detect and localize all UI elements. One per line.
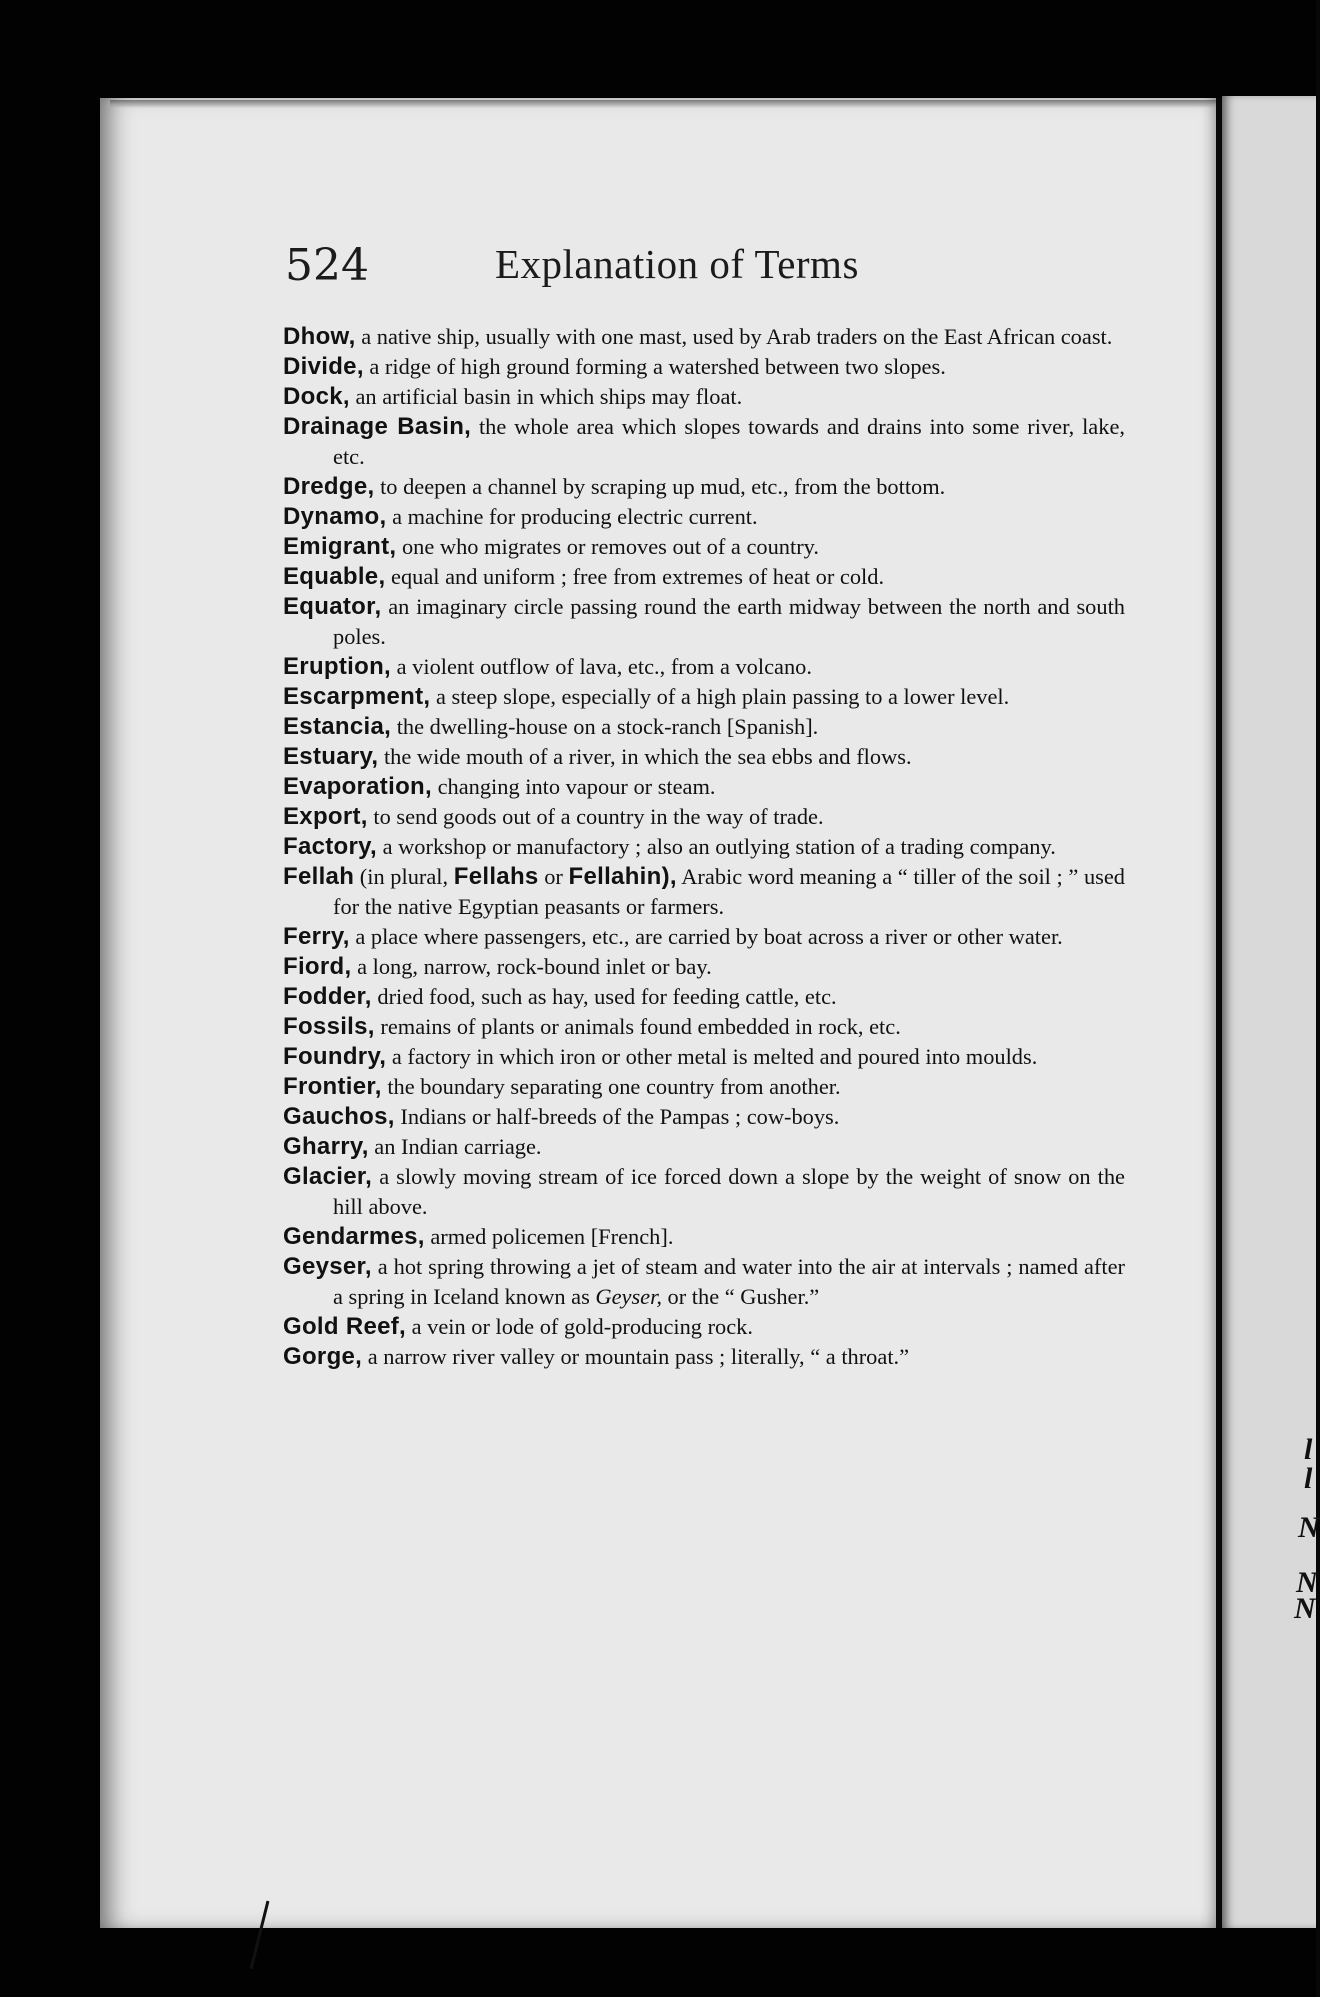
entry-term: Eruption, [283,653,392,680]
edge-mark: l [1304,1433,1313,1466]
entry-term: Gold Reef, [283,1313,407,1340]
glossary-entry [283,412,1125,472]
entry-definition: or [538,864,569,889]
entry-definition: dried food, such as hay, used for feeding cattle, etc. [371,984,837,1009]
entry-definition: armed policemen [French]. [424,1224,674,1249]
page-number: 524 [285,240,369,291]
entry-term: Fellah [283,863,355,890]
glossary-entry [283,1072,1125,1102]
glossary-entry [283,502,1125,532]
glossary-entry [283,682,1125,712]
entry-definition: a factory in which iron or other metal is melted and poured into moulds. [386,1044,1038,1069]
scan-border-left [0,0,100,1997]
entry-definition: a narrow river valley or mountain pass ; literally, “ a throat.” [362,1344,910,1369]
glossary-entry [283,1342,1125,1372]
edge-mark: N [1298,1511,1320,1544]
glossary-entry [283,1312,1125,1342]
entry-term: Frontier, [283,1073,382,1100]
glossary-entry [283,382,1125,412]
entry-definition: one who migrates or removes out of a country. [396,534,820,559]
entry-term: Dhow, [283,323,356,350]
scan-border-top [0,0,1316,98]
glossary-entry [283,742,1125,772]
entry-definition: or the “ Gusher.” [661,1284,820,1309]
glossary-entry [283,1162,1125,1222]
entry-definition: a steep slope, especially of a high plain passing to a lower level. [430,684,1010,709]
entry-definition: a vein or lode of gold-producing rock. [406,1314,753,1339]
entry-term: Dock, [283,383,350,410]
entry-definition: a ridge of high ground forming a watershed between two slopes. [363,354,946,379]
entry-term: Geyser, [283,1253,372,1280]
glossary-entry [283,532,1125,562]
glossary-entry [283,802,1125,832]
edge-mark: N [1296,1566,1318,1599]
entry-definition: a machine for producing electric current. [386,504,758,529]
entry-definition: (in plural, [354,864,454,889]
entry-term-plural: Fellahs [453,863,539,890]
entry-term: Fossils, [283,1013,375,1040]
entry-term: Estuary, [283,743,379,770]
glossary-entry [283,1132,1125,1162]
entry-term: Gorge, [283,1343,363,1370]
entry-term: Gauchos, [283,1103,395,1130]
entry-definition: an artificial basin in which ships may float. [349,384,743,409]
entry-definition: a violent outflow of lava, etc., from a volcano. [391,654,812,679]
entry-definition: to deepen a channel by scraping up mud, etc., from the bottom. [374,474,946,499]
entry-term: Emigrant, [283,533,397,560]
entry-definition: an Indian carriage. [368,1134,542,1159]
glossary-entry [283,1102,1125,1132]
page-top-edge [110,100,1216,108]
glossary-entry [283,592,1125,652]
glossary-entry [283,862,1125,922]
glossary-entry [283,772,1125,802]
entry-definition: remains of plants or animals found embedded in rock, etc. [374,1014,901,1039]
glossary-entry [283,1222,1125,1252]
entry-term: Dredge, [283,473,375,500]
entry-term: Glacier, [283,1163,373,1190]
entry-term: Gendarmes, [283,1223,425,1250]
entry-definition: a hot spring throwing a jet of steam and water into the air at intervals ; named after a spring in Iceland known as [333,1254,1125,1309]
glossary-entry [283,832,1125,862]
glossary-entry [283,712,1125,742]
edge-mark: N [1294,1592,1316,1625]
entry-definition: Indians or half-breeds of the Pampas ; cow-boys. [394,1104,840,1129]
entry-emphasis: Geyser, [595,1284,662,1309]
entry-term: Drainage Basin, [283,413,472,440]
entry-definition: a workshop or manufactory ; also an outlying station of a trading company. [376,834,1056,859]
entry-term: Equable, [283,563,386,590]
glossary-entry [283,922,1125,952]
entry-term: Escarpment, [283,683,431,710]
entry-term: Ferry, [283,923,350,950]
entry-term: Export, [283,803,368,830]
entry-term: Factory, [283,833,377,860]
glossary-entry [283,322,1125,352]
facing-page-edge [1222,96,1320,1928]
entry-definition: the wide mouth of a river, in which the sea ebbs and flows. [378,744,912,769]
glossary-entry [283,472,1125,502]
entry-term: Equator, [283,593,382,620]
entry-definition: a long, narrow, rock-bound inlet or bay. [351,954,712,979]
entry-definition: Arabic word meaning a “ tiller of the soil ; ” used for the native Egyptian peasants or farmers. [333,864,1125,919]
glossary-entry [283,352,1125,382]
entry-term: Fodder, [283,983,372,1010]
page-header [285,240,1145,296]
entry-term: Foundry, [283,1043,387,1070]
entry-definition: the whole area which slopes towards and drains into some river, lake, etc. [333,414,1125,469]
entry-definition: the dwelling-house on a stock-ranch [Spanish]. [391,714,819,739]
edge-mark: l [1304,1462,1313,1495]
glossary-entry [283,562,1125,592]
entry-term: Evaporation, [283,773,432,800]
entry-definition: a native ship, usually with one mast, used by Arab traders on the East African coast. [355,324,1113,349]
entry-definition: a place where passengers, etc., are carried by boat across a river or other water. [349,924,1063,949]
glossary-entry [283,652,1125,682]
scan-border-bottom [0,1928,1316,1997]
entry-term: Fiord, [283,953,352,980]
entry-term: Gharry, [283,1133,369,1160]
entry-term: Divide, [283,353,364,380]
running-title: Explanation of Terms [495,241,859,287]
glossary-entry [283,1252,1125,1312]
glossary-entry [283,952,1125,982]
entry-term: Dynamo, [283,503,387,530]
glossary-entry [283,1012,1125,1042]
entry-definition: a slowly moving stream of ice forced down a slope by the weight of snow on the hill above. [333,1164,1125,1219]
entry-term: Estancia, [283,713,392,740]
entry-definition: to send goods out of a country in the way of trade. [367,804,824,829]
entry-definition: equal and uniform ; free from extremes of heat or cold. [385,564,885,589]
entry-definition: the boundary separating one country from another. [381,1074,841,1099]
glossary-entries [283,322,1125,1372]
entry-definition: changing into vapour or steam. [431,774,716,799]
glossary-entry [283,982,1125,1012]
entry-term-plural: Fellahin), [568,863,677,890]
glossary-entry [283,1042,1125,1072]
entry-definition: an imaginary circle passing round the earth midway between the north and south poles. [333,594,1125,649]
